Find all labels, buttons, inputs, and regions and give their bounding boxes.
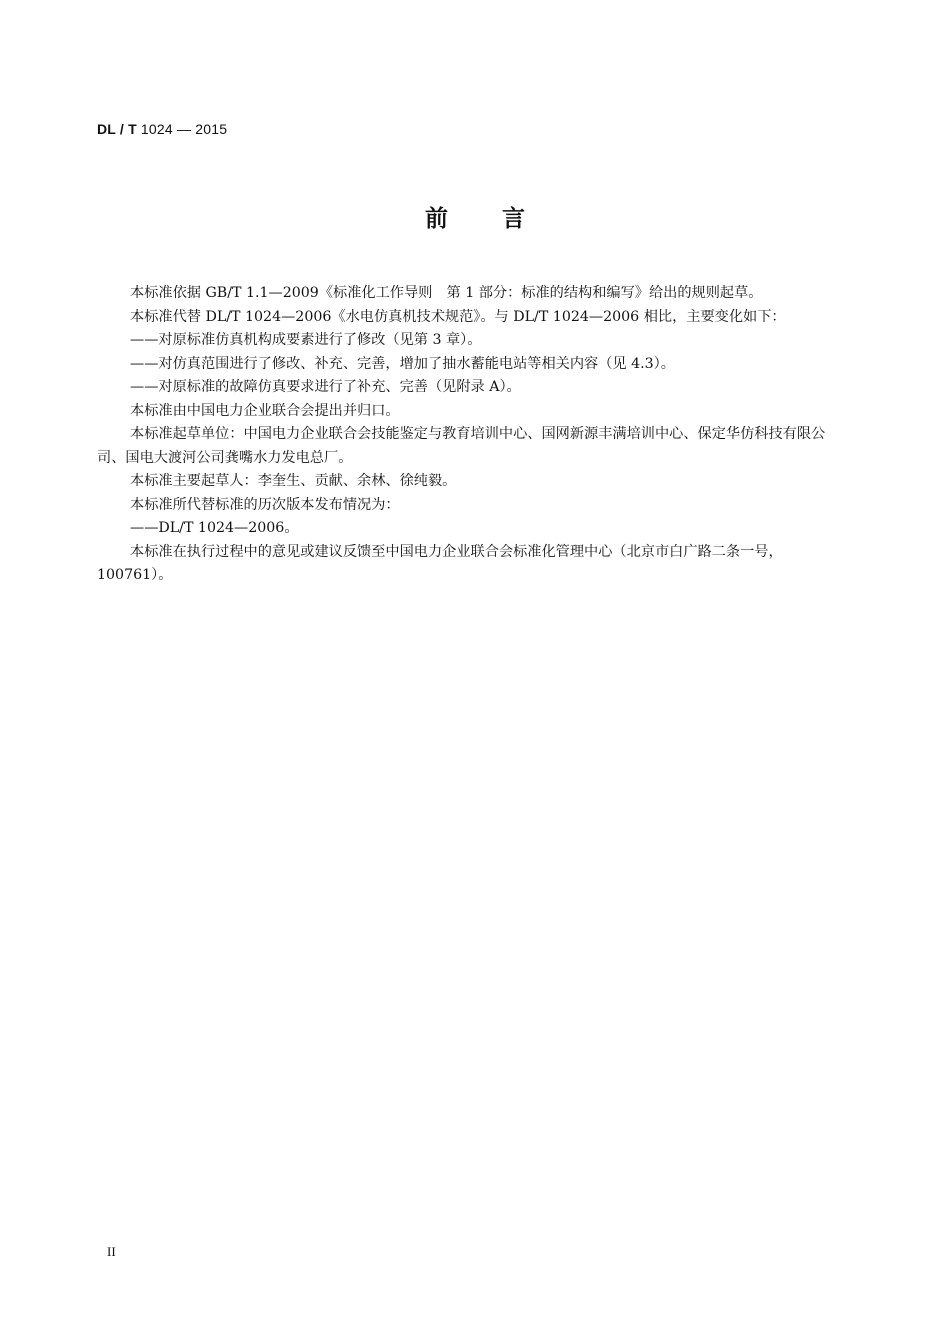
list-item-change-2: ——对仿真范围进行了修改、补充、完善，增加了抽水蓄能电站等相关内容（见 4.3）。 bbox=[130, 355, 675, 372]
paragraph-proposer: 本标准由中国电力企业联合会提出并归口。 bbox=[130, 402, 400, 419]
list-item-change-3: ——对原标准的故障仿真要求进行了补充、完善（见附录 A）。 bbox=[130, 379, 521, 395]
list-item-change-1: ——对原标准仿真机构成要素进行了修改（见第 3 章）。 bbox=[130, 332, 482, 348]
paragraph-feedback: 本标准在执行过程中的意见或建议反馈至中国电力企业联合会标准化管理中心（北京市白广路二条一号，100761）。 bbox=[97, 543, 783, 583]
document-code-prefix: DL / T bbox=[97, 121, 137, 137]
page-title: 前言 bbox=[425, 206, 579, 232]
paragraph-drafting-units: 本标准起草单位：中国电力企业联合会技能鉴定与教育培训中心、国网新源丰满培训中心、保定华仿科技有限公司、国电大渡河公司龚嘴水力发电总厂。 bbox=[97, 426, 826, 466]
paragraph-version-history: 本标准所代替标准的历次版本发布情况为： bbox=[130, 496, 400, 513]
paragraph-drafters: 本标准主要起草人：李奎生、贡献、余林、徐纯毅。 bbox=[130, 473, 457, 489]
foreword-body bbox=[97, 282, 847, 588]
page-number: II bbox=[107, 1244, 116, 1259]
document-code bbox=[97, 121, 227, 137]
paragraph-replacement: 本标准代替 DL/T 1024—2006《水电仿真机技术规范》。与 DL/T 1024—2006 相比，主要变化如下： bbox=[130, 308, 786, 325]
document-code-number: 1024 — 2015 bbox=[136, 121, 228, 137]
paragraph-drafting-rules: 本标准依据 GB/T 1.1—2009《标准化工作导则 第 1 部分：标准的结构和编写》给出的规则起草。 bbox=[130, 285, 763, 301]
list-item-previous-version: ——DL/T 1024—2006。 bbox=[130, 520, 299, 536]
